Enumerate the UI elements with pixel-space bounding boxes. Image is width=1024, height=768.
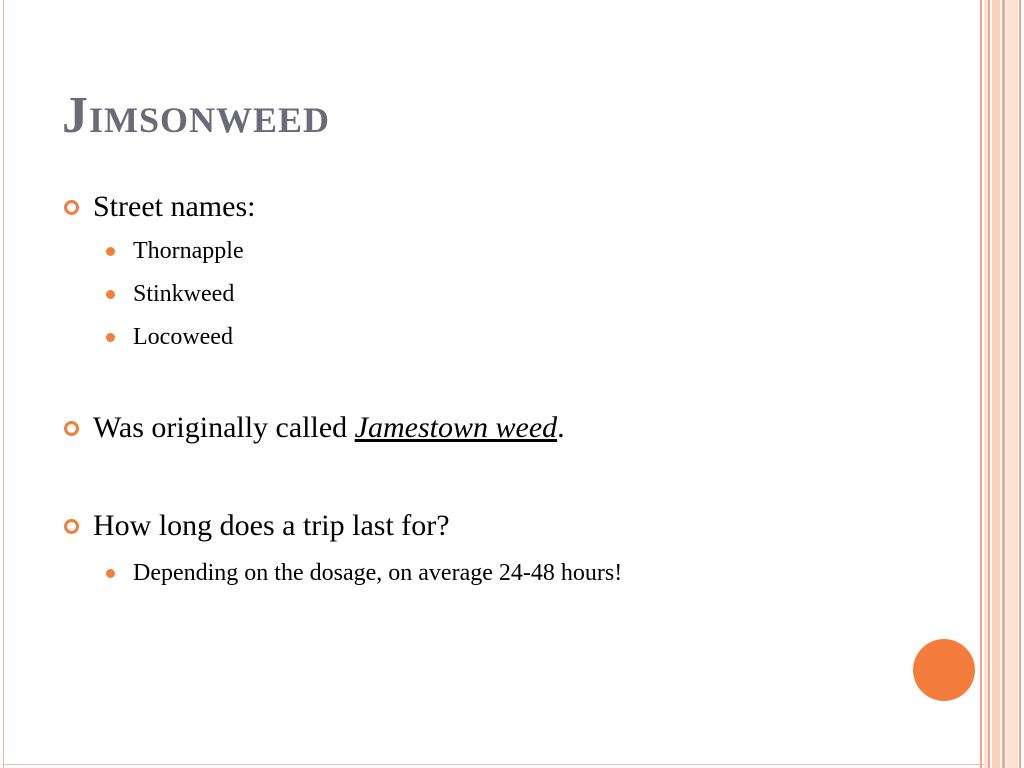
decorative-stripe — [988, 0, 990, 768]
sub-bullet-text: Locoweed — [133, 324, 233, 350]
decorative-circle — [913, 639, 975, 701]
decorative-stripe — [992, 0, 1000, 768]
sub-bullet-text: Thornapple — [133, 238, 244, 264]
bullet-text — [93, 410, 565, 446]
sub-bullet-text: Depending on the dosage, on average 24-48 hours! — [133, 560, 623, 586]
decorative-stripe — [980, 0, 982, 768]
bullet-text: How long does a trip last for? — [93, 509, 450, 542]
frame-bottom-line — [3, 764, 985, 765]
ring-bullet-icon — [64, 200, 79, 215]
decorative-stripe — [1006, 0, 1018, 768]
ring-bullet-icon — [64, 519, 79, 534]
ring-bullet-icon — [64, 421, 79, 436]
sub-bullet-item — [106, 280, 234, 309]
dot-bullet-icon — [106, 333, 115, 342]
dot-bullet-icon — [106, 290, 115, 299]
bullet-text-before: Was originally called — [93, 411, 355, 444]
bullet-trip-duration — [64, 508, 450, 544]
sub-bullet-item — [106, 237, 244, 266]
bullet-text-after: . — [557, 411, 565, 444]
decorative-stripe — [1002, 0, 1005, 768]
frame-left-line — [3, 0, 4, 768]
sub-bullet-text: Stinkweed — [133, 281, 235, 307]
decorative-stripe — [1019, 0, 1021, 768]
dot-bullet-icon — [106, 569, 115, 578]
dot-bullet-icon — [106, 247, 115, 256]
sub-bullet-item — [106, 559, 622, 588]
emphasized-term: Jamestown weed — [354, 411, 558, 444]
sub-bullet-item — [106, 323, 233, 352]
bullet-original-name — [64, 410, 565, 446]
bullet-street-names — [64, 189, 255, 225]
slide-title: Jimsonweed — [62, 87, 331, 144]
bullet-text: Street names: — [93, 190, 256, 223]
